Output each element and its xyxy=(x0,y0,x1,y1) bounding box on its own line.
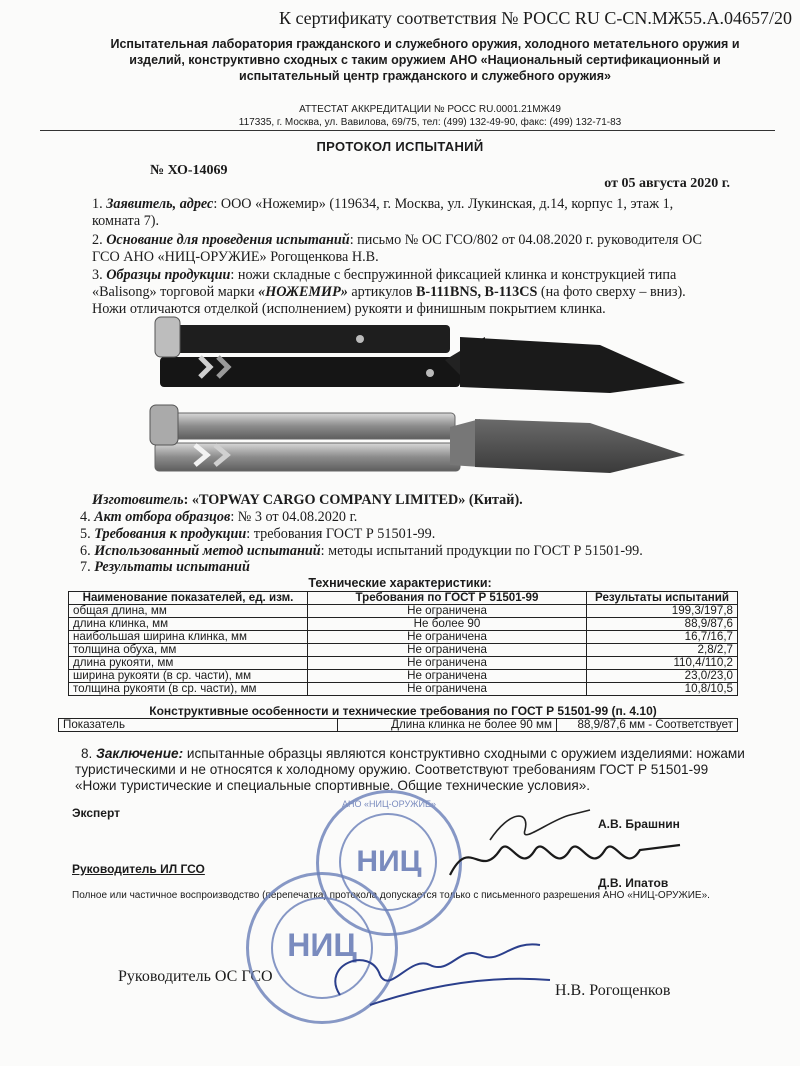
stamp-logo: НИЦ xyxy=(287,927,357,963)
table-cell: наибольшая ширина клинка, мм xyxy=(69,631,308,644)
table-row xyxy=(59,719,738,732)
table-cell: толщина обуха, мм xyxy=(69,644,308,657)
basis-label: Основание для проведения испытаний xyxy=(106,232,350,248)
applicant-label: Заявитель, адрес xyxy=(106,196,214,212)
table-cell: 199,3/197,8 xyxy=(587,605,738,618)
knife-black xyxy=(155,317,685,393)
table-cell: длина рукояти, мм xyxy=(69,657,308,670)
head-signature xyxy=(440,830,700,890)
samples-text: : ножи складные с беспружинной фиксацией клинка и конструкцией типа xyxy=(230,267,677,283)
knife-steel xyxy=(150,405,685,473)
samples-text-2b: артикулов xyxy=(347,284,416,300)
protocol-number: № ХО-14069 xyxy=(150,163,228,178)
lab-line-3: испытательный центр гражданского и служебного оружия» xyxy=(239,69,611,83)
sample-act-label: Акт отбора образцов xyxy=(94,509,231,525)
lab-line-2: изделий, конструктивно сходных с таким оружием АНО «Национальный сертификационный и xyxy=(129,53,721,67)
knife-photo xyxy=(140,315,710,487)
accreditation xyxy=(120,103,740,129)
item-4: 4. Акт отбора образцов: № 3 от 04.08.2020 г. xyxy=(80,509,358,525)
method-label: Использованный метод испытаний xyxy=(94,543,321,559)
samples-label: Образцы продукции xyxy=(106,267,231,283)
manufacturer xyxy=(92,492,772,509)
samples-text-3: Ножи отличаются отделкой (исполнением) рукояти и финишным покрытием клинка. xyxy=(92,301,606,317)
table-cell: Не ограничена xyxy=(308,670,587,683)
address-line: 117335, г. Москва, ул. Вавилова, 69/75, тел: (499) 132-49-90, факс: (499) 132-71-83 xyxy=(238,117,622,128)
stamp-logo: НИЦ xyxy=(356,845,422,878)
table-cell: ширина рукояти (в ср. части), мм xyxy=(69,670,308,683)
method-text: : методы испытаний продукции по ГОСТ Р 51501-99. xyxy=(320,543,643,559)
head-label: Руководитель ИЛ ГСО xyxy=(72,862,205,876)
requirements-text: : требования ГОСТ Р 51501-99. xyxy=(246,526,436,542)
table-row xyxy=(69,631,738,644)
laboratory-name xyxy=(95,36,755,84)
samples-text-2a: «Balisong» торговой марки xyxy=(92,284,259,300)
manufacturer-label: Изготовитель xyxy=(92,492,184,508)
table-cell: Не ограничена xyxy=(308,631,587,644)
expert-label: Эксперт xyxy=(72,806,121,820)
head-name: Д.В. Ипатов xyxy=(598,876,669,890)
table-cell: 88,9/87,6 xyxy=(587,618,738,631)
table-row xyxy=(69,670,738,683)
table-cell: Не ограничена xyxy=(308,683,587,696)
table-cell: Длина клинка не более 90 мм xyxy=(338,719,557,732)
column-header: Требования по ГОСТ Р 51501-99 xyxy=(308,592,587,605)
conclusion: 8. Заключение: испытанные образцы являются конструктивно сходными с оружием изделиями: ножами туристическими и не относятся к холодному оружию. Соответствуют требованиям ГОСТ Р 51501-99 «Ножи туристические и специальные спортивные. Общие технические условия». xyxy=(75,746,745,793)
item-7: 7. Результаты испытаний xyxy=(80,559,250,575)
table-row xyxy=(69,618,738,631)
table-cell: толщина рукояти (в ср. части), мм xyxy=(69,683,308,696)
table-cell: Показатель xyxy=(59,719,338,732)
conclusion-line-1: испытанные образцы являются конструктивно сходными с оружием изделиями: ножами xyxy=(186,746,745,761)
stamp-text: АНО «НИЦ-ОРУЖИЕ» xyxy=(342,799,436,809)
expert-name: А.В. Брашнин xyxy=(598,817,680,831)
item-3: 3. Образцы продукции: ножи складные с беспружинной фиксацией клинка и конструкцией типа «Balisong» торговой марки «НОЖЕМИР» артикулов B-111BNS, B-113CS (на фото сверху – вниз). Ножи отличаются отделкой (исполнением) рукояти и финишным покрытием клинка. xyxy=(92,267,686,317)
article-numbers: B-111BNS, B-113CS xyxy=(415,284,538,300)
table-cell: Не более 90 xyxy=(308,618,587,631)
table-caption: Технические характеристики: xyxy=(308,576,492,590)
protocol-date: от 05 августа 2020 г. xyxy=(604,176,730,191)
item-1: 1. Заявитель, адрес: ООО «Ножемир» (119634, г. Москва, ул. Лукинская, д.14, корпус 1, этаж 1, комната 7). xyxy=(92,196,674,229)
item-5: 5. Требования к продукции: требования ГОСТ Р 51501-99. xyxy=(80,526,436,542)
requirements-label: Требования к продукции xyxy=(94,526,247,542)
column-header: Результаты испытаний xyxy=(587,592,738,605)
os-head-label: Руководитель ОС ГСО xyxy=(118,968,273,985)
reproduction-note: Полное или частичное воспроизводство (перепечатка) протокола допускается только с письменного разрешения АНО «НИЦ-ОРУЖИЕ». xyxy=(72,890,710,901)
results-table xyxy=(68,591,738,696)
samples-text-2c: (на фото сверху – вниз). xyxy=(537,284,686,300)
sample-act-text: : № 3 от 04.08.2020 г. xyxy=(230,509,358,525)
applicant-text: : ООО «Ножемир» (119634, г. Москва, ул. Лукинская, д.14, корпус 1, этаж 1, xyxy=(213,196,674,212)
section-2-title: Конструктивные особенности и технические требования по ГОСТ Р 51501-99 (п. 4.10) xyxy=(149,704,657,718)
table-cell: 23,0/23,0 xyxy=(587,670,738,683)
certificate-reference: К сертификату соответствия № РОСС RU С-CN.МЖ55.А.04657/20 xyxy=(278,8,792,28)
brand-name: «НОЖЕМИР» xyxy=(258,284,348,300)
table-cell: длина клинка, мм xyxy=(69,618,308,631)
basis-text: : письмо № ОС ГСО/802 от 04.08.2020 г. руководителя ОС xyxy=(349,232,703,248)
conclusion-label: Заключение: xyxy=(96,746,184,761)
results-label: Результаты испытаний xyxy=(94,559,250,575)
os-head-signature xyxy=(310,925,570,1015)
table-header-row xyxy=(69,592,738,605)
item-6: 6. Использованный метод испытаний: методы испытаний продукции по ГОСТ Р 51501-99. xyxy=(80,543,643,559)
table-cell: Не ограничена xyxy=(308,657,587,670)
table-row xyxy=(69,683,738,696)
table-cell: 10,8/10,5 xyxy=(587,683,738,696)
table-cell: общая длина, мм xyxy=(69,605,308,618)
table-cell: 2,8/2,7 xyxy=(587,644,738,657)
column-header: Наименование показателей, ед. изм. xyxy=(69,592,308,605)
table-row xyxy=(69,605,738,618)
lab-line-1: Испытательная лаборатория гражданского и служебного оружия, холодного метательного оружия и xyxy=(110,37,740,51)
header-divider xyxy=(40,130,775,131)
table-cell: 16,7/16,7 xyxy=(587,631,738,644)
basis-text-2: ГСО АНО «НИЦ-ОРУЖИЕ» Рогощенкова Н.В. xyxy=(92,249,379,265)
protocol-title: ПРОТОКОЛ ИСПЫТАНИЙ xyxy=(316,139,484,154)
requirements-table xyxy=(58,718,738,732)
table-cell: Не ограничена xyxy=(308,605,587,618)
table-cell: 88,9/87,6 мм - Соответствует xyxy=(557,719,738,732)
attestat-line: АТТЕСТАТ АККРЕДИТАЦИИ № РОСС RU.0001.21МЖ49 xyxy=(299,104,561,115)
os-head-name: Н.В. Рогощенков xyxy=(555,982,671,999)
table-row xyxy=(69,657,738,670)
applicant-text-2: комната 7). xyxy=(92,213,160,229)
conclusion-line-3: «Ножи туристические и специальные спортивные. Общие технические условия». xyxy=(75,778,591,793)
manufacturer-text: : «TOPWAY CARGO COMPANY LIMITED» (Китай). xyxy=(183,492,523,508)
conclusion-line-2: туристическими и не относятся к холодному оружию. Соответствуют требованиям ГОСТ Р 51501-99 xyxy=(75,762,709,777)
table-row xyxy=(69,644,738,657)
table-cell: 110,4/110,2 xyxy=(587,657,738,670)
table-cell: Не ограничена xyxy=(308,644,587,657)
item-2: 2. Основание для проведения испытаний: письмо № ОС ГСО/802 от 04.08.2020 г. руководителя ОС ГСО АНО «НИЦ-ОРУЖИЕ» Рогощенкова Н.В. xyxy=(92,232,703,265)
